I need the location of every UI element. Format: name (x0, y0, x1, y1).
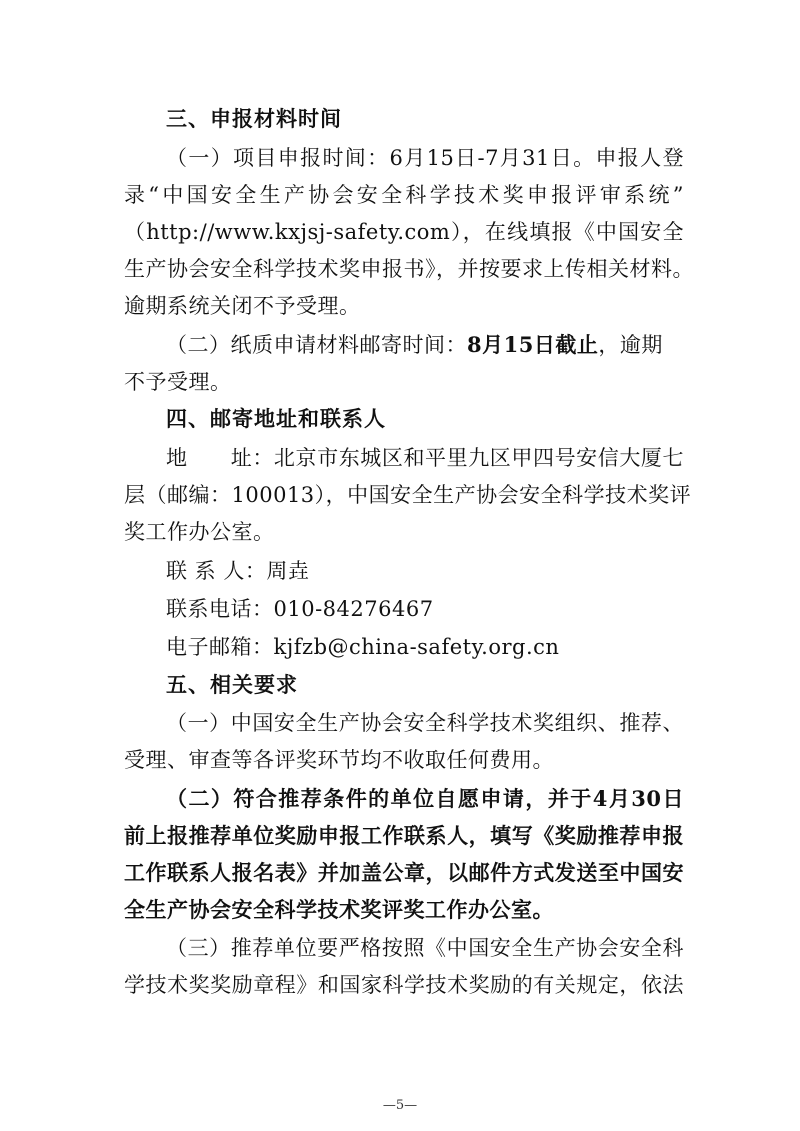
mail-deadline-suffix: ，逾期 (598, 333, 663, 357)
section-5-para-2-line-4: 全生产协会安全科学技术奖评奖工作办公室。 (124, 897, 554, 922)
section-3-para-2-line-2: 不予受理。 (124, 370, 232, 394)
section-5-para-1-line-2: 受理、审查等各评奖环节均不收取任何费用。 (124, 748, 554, 772)
section-3-para-1-line-3: （http://www.kxjsj-safety.com），在线填报《中国安全 (124, 220, 684, 244)
section-5-para-2-line-1: （二）符合推荐条件的单位自愿申请，并于4月30日 (166, 786, 684, 811)
section-5-heading: 五、相关要求 (166, 673, 298, 697)
section-5-para-3-line-1: （三）推荐单位要严格按照《中国安全生产协会安全科 (166, 936, 684, 960)
section-3-para-1-line-5: 逾期系统关闭不予受理。 (124, 294, 361, 318)
section-5-para-1-line-1: （一）中国安全生产协会安全科学技术奖组织、推荐、 (166, 711, 684, 735)
contact-email: 电子邮箱：kjfzb@china-safety.org.cn (166, 635, 560, 659)
address-line-2: 层（邮编：100013），中国安全生产协会安全科学技术奖评 (124, 483, 692, 507)
mail-deadline-label: （二）纸质申请材料邮寄时间： (166, 333, 467, 357)
section-3-para-1-line-2: 录“中国安全生产协会安全科学技术奖申报评审系统” (124, 183, 684, 207)
section-3-para-2-line-1 (166, 330, 684, 360)
address-line-1: 地 址：北京市东城区和平里九区甲四号安信大厦七 (166, 446, 684, 470)
section-5-para-2-line-3: 工作联系人报名表》并加盖公章，以邮件方式发送至中国安 (124, 860, 684, 885)
section-3-para-1-line-1: （一）项目申报时间：6月15日-7月31日。申报人登 (166, 146, 684, 170)
section-3-heading: 三、申报材料时间 (166, 107, 342, 131)
address-line-3: 奖工作办公室。 (124, 520, 275, 544)
mail-deadline-date: 8月15日截止 (467, 332, 599, 357)
contact-person: 联 系 人：周垚 (166, 559, 310, 583)
page-number: —5— (382, 1098, 418, 1113)
section-3-para-1-line-4: 生产协会安全科学技术奖申报书》，并按要求上传相关材料。 (124, 257, 694, 281)
contact-phone: 联系电话：010-84276467 (166, 597, 434, 621)
section-5-para-3-line-2: 学技术奖奖励章程》和国家科学技术奖励的有关规定，依法 (124, 973, 684, 997)
section-4-heading: 四、邮寄地址和联系人 (166, 407, 386, 431)
section-5-para-2-line-2: 前上报推荐单位奖励申报工作联系人，填写《奖励推荐申报 (124, 823, 684, 848)
